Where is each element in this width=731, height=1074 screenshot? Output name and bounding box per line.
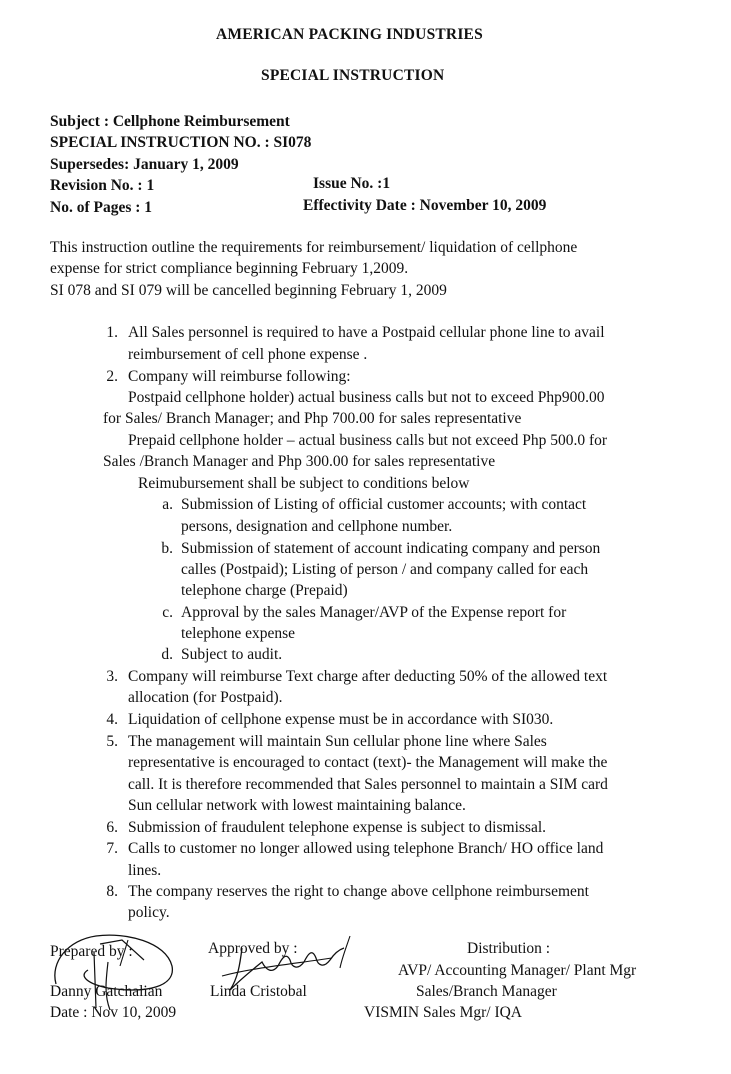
supersedes: Supersedes: January 1, 2009: [50, 156, 239, 173]
item-7-line-2: lines.: [128, 862, 162, 879]
item-4-number: 4.: [106, 711, 118, 728]
prepared-date: Date : Nov 10, 2009: [50, 1004, 177, 1021]
approved-by-name: Linda Cristobal: [210, 983, 307, 1000]
distribution-line-3: VISMIN Sales Mgr/ IQA: [364, 1004, 523, 1021]
intro-line-1: This instruction outline the requirements for reimbursement/ liquidation of cellphone: [50, 239, 578, 256]
item-2-postpaid-limits: for Sales/ Branch Manager; and Php 700.00 for sales representative: [103, 410, 522, 427]
prepared-by-label: Prepared by :: [50, 943, 133, 960]
item-5-line-4: Sun cellular network with lowest maintaining balance.: [128, 797, 466, 814]
distribution-label: Distribution :: [467, 940, 551, 957]
sub-c-line-2: telephone expense: [181, 625, 296, 642]
sub-c-label: c.: [162, 604, 173, 621]
item-1-line-2: reimbursement of cell phone expense .: [128, 346, 368, 363]
sub-b-line-2: calles (Postpaid); Listing of person / and company called for each: [181, 561, 589, 578]
item-8-line-1: The company reserves the right to change above cellphone reimbursement: [128, 883, 589, 900]
approved-signature-icon: [212, 918, 372, 998]
sub-a-line-1: Submission of Listing of official customer accounts; with contact: [181, 496, 587, 513]
item-5-line-1: The management will maintain Sun cellular phone line where Sales: [128, 733, 547, 750]
effectivity-date: Effectivity Date : November 10, 2009: [303, 197, 547, 214]
prepared-signature-icon: [48, 922, 188, 1022]
item-1-line-1: All Sales personnel is required to have a Postpaid cellular phone line to avail: [128, 324, 605, 341]
page-count: No. of Pages : 1: [50, 199, 153, 216]
item-5-number: 5.: [106, 733, 118, 750]
sub-d-label: d.: [161, 646, 173, 663]
sub-b-line-1: Submission of statement of account indicating company and person: [181, 540, 601, 557]
item-8-number: 8.: [106, 883, 118, 900]
item-2-number: 2.: [106, 368, 118, 385]
issue-number: Issue No. :1: [313, 175, 391, 192]
revision-number: Revision No. : 1: [50, 177, 155, 194]
item-2-prepaid-limits: Sales /Branch Manager and Php 300.00 for sales representative: [103, 453, 496, 470]
document-type: SPECIAL INSTRUCTION: [261, 67, 445, 84]
sub-a-line-2: persons, designation and cellphone number.: [181, 518, 453, 535]
intro-line-3: SI 078 and SI 079 will be cancelled beginning February 1, 2009: [50, 282, 447, 299]
si-number: SPECIAL INSTRUCTION NO. : SI078: [50, 134, 312, 151]
sub-c-line-1: Approval by the sales Manager/AVP of the Expense report for: [181, 604, 567, 621]
item-6-number: 6.: [106, 819, 118, 836]
item-7-number: 7.: [106, 840, 118, 857]
subject-line: Subject : Cellphone Reimbursement: [50, 113, 290, 130]
item-8-line-2: policy.: [128, 904, 170, 921]
sub-d-line-1: Subject to audit.: [181, 646, 283, 663]
sub-b-label: b.: [161, 540, 173, 557]
item-6-line-1: Submission of fraudulent telephone expense is subject to dismissal.: [128, 819, 547, 836]
item-2-postpaid-line: Postpaid cellphone holder) actual business calls but not to exceed Php900.00: [128, 389, 605, 406]
distribution-line-1: AVP/ Accounting Manager/ Plant Mgr: [398, 962, 637, 979]
sub-a-label: a.: [162, 496, 173, 513]
item-1-number: 1.: [106, 324, 118, 341]
prepared-by-name: Danny Gatchalian: [50, 983, 163, 1000]
approved-by-label: Approved by :: [208, 940, 298, 957]
item-5-line-3: call. It is therefore recommended that Sales personnel to maintain a SIM card: [128, 776, 608, 793]
item-7-line-1: Calls to customer no longer allowed using telephone Branch/ HO office land: [128, 840, 604, 857]
intro-line-2: expense for strict compliance beginning February 1,2009.: [50, 260, 409, 277]
company-name: AMERICAN PACKING INDUSTRIES: [216, 26, 483, 43]
item-4-line-1: Liquidation of cellphone expense must be in accordance with SI030.: [128, 711, 554, 728]
item-2-conditions-intro: Reimubursement shall be subject to conditions below: [138, 475, 470, 492]
item-5-line-2: representative is encouraged to contact (text)- the Management will make the: [128, 754, 608, 771]
item-3-line-1: Company will reimburse Text charge after deducting 50% of the allowed text: [128, 668, 608, 685]
item-2-prepaid-line: Prepaid cellphone holder – actual business calls but not exceed Php 500.0 for: [128, 432, 608, 449]
distribution-line-2: Sales/Branch Manager: [416, 983, 557, 1000]
item-3-number: 3.: [106, 668, 118, 685]
item-2-line-1: Company will reimburse following:: [128, 368, 351, 385]
item-3-line-2: allocation (for Postpaid).: [128, 689, 283, 706]
sub-b-line-3: telephone charge (Prepaid): [181, 582, 348, 599]
